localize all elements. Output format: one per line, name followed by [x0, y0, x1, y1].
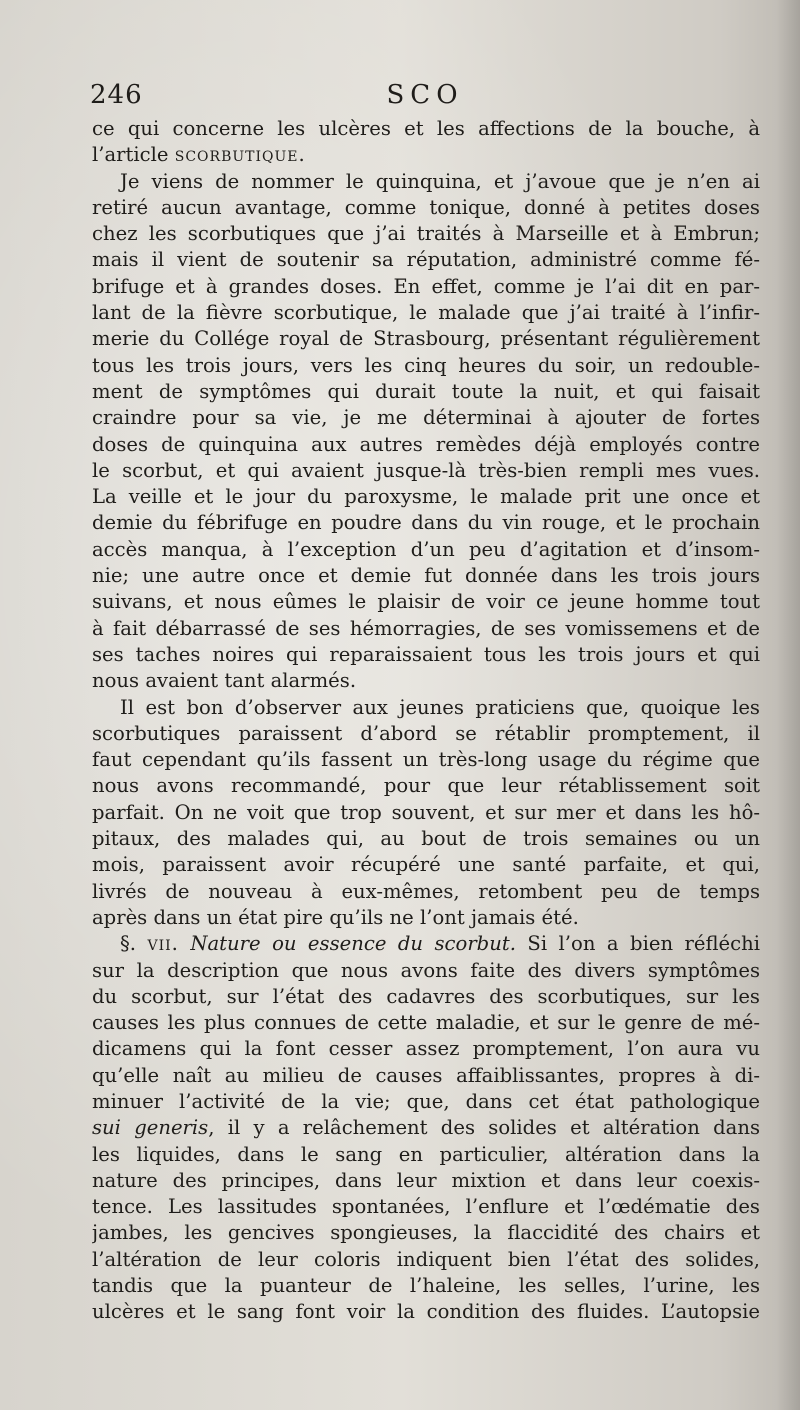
line-text: causes les plus connues de cette maladie, et sur le genre de mé-: [92, 1011, 760, 1035]
line-text: livrés de nouveau à eux-mêmes, retombent peu de temps: [92, 879, 760, 903]
text-line: [92, 1194, 760, 1220]
text-line: [92, 116, 760, 142]
line-text: mais il vient de soutenir sa réputation, administré comme fé-: [92, 248, 760, 272]
line-text: suivans, et nous eûmes le plaisir de voir ce jeune homme tout: [92, 590, 760, 614]
line-text: à fait débarrassé de ses hémorragies, de ses vomissemens et de: [92, 616, 760, 640]
line-text: dicamens qui la font cesser assez promptement, l’on aura vu: [92, 1037, 760, 1061]
text-line: [92, 326, 760, 352]
line-text: ment de symptômes qui durait toute la nuit, et qui faisait: [92, 379, 760, 403]
text-line: [92, 1247, 760, 1273]
line-text: sur la description que nous avons faite des divers symptômes: [92, 958, 760, 982]
line-text: les liquides, dans le sang en particulier, altération dans la: [92, 1142, 760, 1166]
italic-text: Nature ou essence du scorbut.: [178, 932, 516, 956]
text-line: [92, 195, 760, 221]
line-text: nie; une autre once et demie fut donnée dans les trois jours: [92, 564, 760, 588]
text-line: [92, 379, 760, 405]
line-text: l’altération de leur coloris indiquent bien l’état des solides,: [92, 1247, 760, 1271]
text-line: [92, 826, 760, 852]
text-line: [92, 1220, 760, 1246]
line-text: brifuge et à grandes doses. En effet, comme je l’ai dit en par-: [92, 274, 760, 298]
text-line: [92, 773, 760, 799]
line-text: §.: [120, 932, 148, 956]
line-text: ses taches noires qui reparaissaient tous les trois jours et qui: [92, 642, 760, 666]
text-line: [92, 616, 760, 642]
running-title: SCO: [386, 80, 464, 110]
small-caps-text: vii.: [147, 932, 179, 956]
text-line: [92, 169, 760, 195]
line-text: nous avons recommandé, pour que leur rétablissement soit: [92, 774, 760, 798]
text-line: [92, 563, 760, 589]
line-text: , il y a relâchement des solides et altération dans: [208, 1116, 760, 1140]
line-text: Il est bon d’observer aux jeunes praticiens que, quoique les: [120, 695, 760, 719]
line-text: merie du Collége royal de Strasbourg, présentant régulièrement: [92, 327, 760, 351]
line-text: tous les trois jours, vers les cinq heures du soir, un redouble-: [92, 353, 760, 377]
text-line: [92, 1063, 760, 1089]
line-text: tence. Les lassitudes spontanées, l’enflure et l’œdématie des: [92, 1195, 760, 1219]
text-line: [92, 1115, 760, 1141]
text-line: [92, 589, 760, 615]
text-line: [92, 1273, 760, 1299]
text-line: [92, 484, 760, 510]
line-text: le scorbut, et qui avaient jusque-là très-bien rempli mes vues.: [92, 458, 760, 482]
text-line: [92, 852, 760, 878]
text-line: [92, 1168, 760, 1194]
text-line: [92, 458, 760, 484]
line-text: chez les scorbutiques que j’ai traités à Marseille et à Embrun;: [92, 222, 760, 246]
line-text: ce qui concerne les ulcères et les affections de la bouche, à: [92, 117, 760, 140]
line-text: lant de la fièvre scorbutique, le malade que j’ai traité à l’infir-: [92, 301, 760, 325]
line-text: parfait. On ne voit que trop souvent, et sur mer et dans les hô-: [92, 800, 760, 824]
line-text: nature des principes, dans leur mixtion et dans leur coexis-: [92, 1168, 760, 1192]
line-text: jambes, les gencives spongieuses, la flaccidité des chairs et: [92, 1221, 760, 1245]
body-text: [92, 116, 760, 1326]
line-text: tandis que la puanteur de l’haleine, les selles, l’urine, les: [92, 1274, 760, 1298]
line-text: après dans un état pire qu’ils ne l’ont jamais été.: [92, 905, 579, 929]
text-line: [92, 1089, 760, 1115]
line-text: accès manqua, à l’exception d’un peu d’agitation et d’insom-: [92, 537, 760, 561]
line-text: craindre pour sa vie, je me déterminai à ajouter de fortes: [92, 406, 760, 430]
text-line: [92, 642, 760, 668]
page-header: [90, 80, 760, 114]
text-line: [92, 905, 760, 931]
line-text: nous avaient tant alarmés.: [92, 669, 357, 693]
line-text: Je viens de nommer le quinquina, et j’avoue que je n’en ai: [120, 169, 760, 193]
text-line: [92, 353, 760, 379]
line-text: Si l’on a bien réfléchi: [515, 932, 760, 956]
text-line: [92, 747, 760, 773]
line-text: qu’elle naît au milieu de causes affaiblissantes, propres à di-: [92, 1063, 760, 1087]
text-line: [92, 405, 760, 431]
page-number: 246: [90, 80, 143, 110]
text-line: [92, 879, 760, 905]
text-line: [92, 142, 760, 168]
line-text: La veille et le jour du paroxysme, le malade prit une once et: [92, 485, 760, 509]
text-line: [92, 958, 760, 984]
line-text: retiré aucun avantage, comme tonique, donné à petites doses: [92, 195, 760, 219]
text-line: [92, 300, 760, 326]
line-text: faut cependant qu’ils fassent un très-long usage du régime que: [92, 748, 760, 772]
line-text: mois, paraissent avoir récupéré une santé parfaite, et qui,: [92, 853, 760, 877]
text-line: [92, 984, 760, 1010]
text-line: [92, 1010, 760, 1036]
line-text: ulcères et le sang font voir la condition des fluides. L’autopsie: [92, 1300, 760, 1324]
italic-text: sui generis: [92, 1116, 209, 1140]
text-line: [92, 1299, 760, 1325]
line-text: minuer l’activité de la vie; que, dans cet état pathologique: [92, 1089, 760, 1113]
text-line: [92, 1036, 760, 1062]
small-caps-text: scorbutique.: [174, 143, 306, 167]
text-line: [92, 510, 760, 536]
line-text: du scorbut, sur l’état des cadavres des scorbutiques, sur les: [92, 984, 760, 1008]
text-line: [92, 1142, 760, 1168]
line-text: pitaux, des malades qui, au bout de trois semaines ou un: [92, 827, 760, 851]
text-line: [92, 668, 760, 694]
text-line: [92, 721, 760, 747]
text-line: [92, 695, 760, 721]
page-gutter-shadow: [776, 0, 800, 1410]
text-line: [92, 931, 760, 957]
line-text: doses de quinquina aux autres remèdes déjà employés contre: [92, 432, 760, 456]
text-line: [92, 800, 760, 826]
line-text: demie du fébrifuge en poudre dans du vin rouge, et le prochain: [92, 511, 760, 535]
text-line: [92, 274, 760, 300]
text-line: [92, 537, 760, 563]
text-line: [92, 247, 760, 273]
line-text: scorbutiques paraissent d’abord se rétablir promptement, il: [92, 721, 760, 745]
text-line: [92, 432, 760, 458]
text-line: [92, 221, 760, 247]
line-text: l’article: [92, 143, 175, 167]
